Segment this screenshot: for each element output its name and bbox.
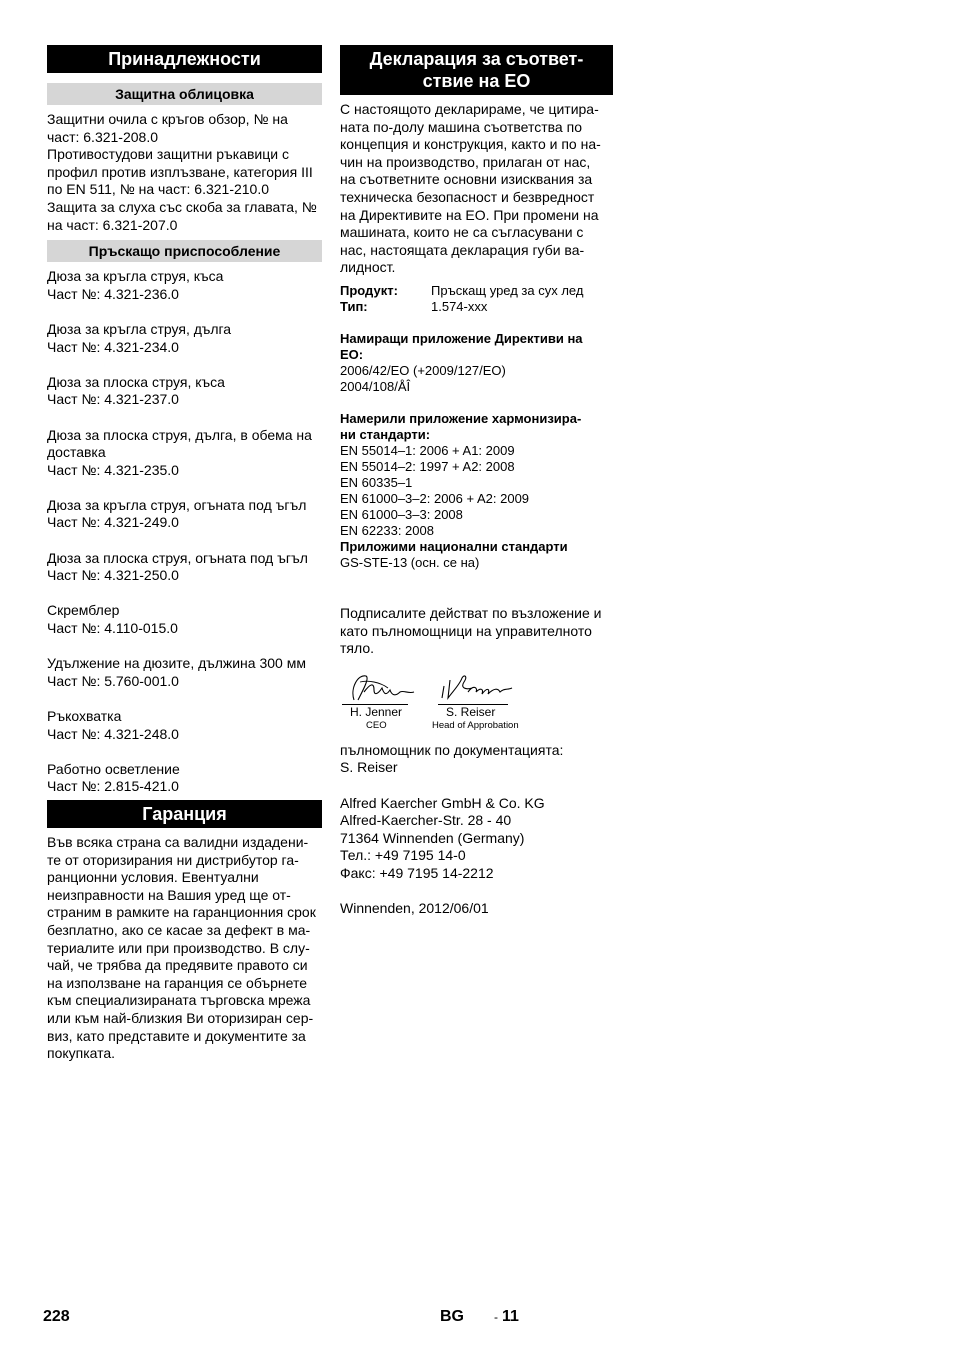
text-line: на използване на гаранция се обърнете — [47, 974, 308, 991]
left-column — [47, 45, 322, 1063]
text-line: техническа безопасност и безвредност — [340, 188, 595, 205]
item-name: Удължение на дюзите, дължина 300 мм — [47, 655, 306, 672]
item-name: Скремблер — [47, 602, 120, 619]
warranty-heading: Гаранция — [47, 800, 322, 828]
text-line: профил против изплъзване, категория III — [47, 163, 313, 180]
signers-text — [340, 605, 613, 658]
standard-item: EN 55014–1: 2006 + A1: 2009 — [340, 442, 515, 458]
list-item — [47, 655, 322, 690]
text-line: териалите или при производство. В слу- — [47, 939, 310, 956]
list-item — [47, 708, 322, 743]
text-line: Във всяка страна са валидни издадени- — [47, 833, 309, 850]
list-item — [47, 550, 322, 585]
item-name: Работно осветление — [47, 760, 180, 777]
item-name: Дюза за плоска струя, огъната под ъгъл — [47, 549, 308, 566]
text-line: ранционни условия. Евентуални — [47, 869, 259, 886]
item-part-number: Част №: 4.321-234.0 — [47, 338, 179, 355]
signer-role-jenner: CEO — [366, 719, 387, 731]
standard-item: EN 60335–1 — [340, 474, 413, 490]
standards-section — [340, 411, 613, 571]
text-line: Факс: +49 7195 14-2212 — [340, 864, 494, 881]
item-name: Дюза за кръгла струя, огъната под ъгъл — [47, 496, 307, 513]
list-item — [47, 427, 322, 480]
declaration-heading-line1: Декларация за съответ- — [369, 49, 584, 69]
standards-title: Намерили приложение хармонизира- — [340, 410, 582, 426]
right-column — [340, 45, 613, 918]
item-part-number: Част №: 2.815-421.0 — [47, 778, 179, 795]
text-line: страним в рамките на гаранционния срок — [47, 904, 316, 921]
text-line: 71364 Winnenden (Germany) — [340, 829, 525, 846]
text-line: те от оторизирания ни дистрибутор га- — [47, 851, 299, 868]
text-line: Защита за слуха със скоба за главата, № — [47, 198, 317, 215]
text-line: С настоящото декларираме, че цитира- — [340, 101, 599, 117]
accessories-heading: Принадлежности — [47, 45, 322, 73]
list-item — [47, 602, 322, 637]
standard-item: EN 61000–3–2: 2006 + A2: 2009 — [340, 490, 530, 506]
directives-title-cont: ЕО: — [340, 346, 364, 362]
item-name: Дюза за плоска струя, къса — [47, 373, 225, 390]
item-part-number: Част №: 4.321-249.0 — [47, 514, 179, 531]
standard-item: EN 61000–3–3: 2008 — [340, 506, 463, 522]
spray-device-list — [47, 268, 322, 796]
text-line: машината, които не са съгласувани с — [340, 224, 584, 241]
text-line: част: 6.321-208.0 — [47, 128, 159, 145]
item-name: Ръкохватка — [47, 708, 122, 724]
text-line: покупката. — [47, 1045, 116, 1062]
directive-item: 2006/42/ЕО (+2009/127/ЕО) — [340, 362, 506, 378]
item-part-number: Част №: 4.321-235.0 — [47, 461, 179, 478]
directives-section — [340, 331, 613, 395]
list-item — [47, 761, 322, 796]
text-line: Защитни очила с кръгов обзор, № на — [47, 111, 288, 127]
product-info — [340, 283, 613, 315]
text-line: Противостудови защитни ръкавици с — [47, 146, 289, 163]
place-date: Winnenden, 2012/06/01 — [340, 900, 489, 917]
section-page — [494, 1308, 519, 1327]
product-row — [340, 283, 613, 299]
declaration-heading-line2: ствие на ЕО — [422, 71, 531, 91]
standards-title-cont: ни стандарти: — [340, 426, 431, 442]
text-line: или към най-близкия Ви оторизиран сер- — [47, 1009, 314, 1026]
signer-name-reiser: S. Reiser — [446, 704, 496, 719]
directive-item: 2004/108/ÅÎ — [340, 378, 411, 394]
item-name-cont: доставка — [47, 444, 106, 461]
list-item — [47, 321, 322, 356]
signature-jenner-icon — [340, 670, 420, 704]
list-item — [47, 374, 322, 409]
doc-authority-label: пълномощник по документацията: — [340, 741, 564, 758]
text-line: Alfred-Kaercher-Str. 28 - 40 — [340, 812, 512, 829]
signature-reiser-icon — [438, 670, 518, 704]
language-code: BG — [440, 1308, 464, 1325]
list-item — [47, 497, 322, 532]
item-name: Дюза за кръгла струя, дълга — [47, 320, 232, 337]
text-line: чин на производство, прилаган от нас, — [340, 153, 591, 170]
list-item — [47, 268, 322, 303]
signatures — [340, 670, 613, 732]
text-line: към специализираната търговска мрежа — [47, 992, 311, 1009]
text-line: виз, като представите и документите за — [47, 1027, 306, 1044]
protective-equipment-heading: Защитна облицовка — [47, 83, 322, 105]
text-line: концепция и конструкция, както и по на- — [340, 136, 601, 153]
section-page-dash: - — [494, 1310, 498, 1324]
directives-title: Намиращи приложение Директиви на — [340, 330, 583, 346]
company-address — [340, 795, 613, 883]
type-label: Тип: — [340, 298, 368, 314]
protective-equipment-text — [47, 111, 322, 234]
product-label: Продукт: — [340, 282, 398, 298]
item-part-number: Част №: 4.321-248.0 — [47, 725, 179, 742]
declaration-intro — [340, 101, 613, 277]
item-name: Дюза за кръгла струя, къса — [47, 268, 224, 285]
item-part-number: Част №: 5.760-001.0 — [47, 672, 179, 689]
text-line: по EN 511, № на част: 6.321-210.0 — [47, 181, 270, 198]
national-standard-item: GS-STE-13 (осн. се на) — [340, 554, 480, 570]
signer-name-jenner: H. Jenner — [350, 704, 403, 719]
text-line: Подписалите действат по възложение и — [340, 604, 602, 621]
page-number: 228 — [43, 1308, 70, 1325]
item-part-number: Част №: 4.110-015.0 — [47, 620, 178, 637]
text-line: на съответните основни изисквания за — [340, 171, 593, 188]
item-part-number: Част №: 4.321-237.0 — [47, 391, 179, 408]
national-standards-title: Приложими национални стандарти — [340, 538, 568, 554]
text-line: като пълномощници на управителното — [340, 622, 592, 639]
text-line: ната по-долу машина съответства по — [340, 118, 582, 135]
text-line: нас, настоящата декларация губи ва- — [340, 241, 585, 258]
section-page-number: 11 — [502, 1308, 519, 1325]
item-part-number: Част №: 4.321-250.0 — [47, 567, 179, 584]
type-row — [340, 299, 613, 315]
standard-item: EN 62233: 2008 — [340, 522, 434, 538]
spray-device-heading: Пръскащо приспособление — [47, 240, 322, 262]
text-line: Alfred Kaercher GmbH & Co. KG — [340, 794, 545, 811]
text-line: безплатно, ако се касае за дефект в ма- — [47, 921, 311, 938]
text-line: тяло. — [340, 640, 374, 657]
text-line: неизправности на Вашия уред ще от- — [47, 886, 291, 903]
text-line: на Директивите на ЕО. При промени на — [340, 206, 599, 223]
standard-item: EN 55014–2: 1997 + A2: 2008 — [340, 458, 515, 474]
text-line: на част: 6.321-207.0 — [47, 216, 178, 233]
item-part-number: Част №: 4.321-236.0 — [47, 285, 179, 302]
signer-role-reiser: Head of Approbation — [432, 719, 519, 731]
warranty-text — [47, 834, 322, 1063]
item-name: Дюза за плоска струя, дълга, в обема на — [47, 426, 312, 443]
documentation-authority — [340, 742, 613, 777]
text-line: лидност. — [340, 259, 396, 276]
type-value: 1.574-xxx — [431, 298, 488, 314]
declaration-heading — [340, 45, 613, 95]
signature-reiser — [432, 670, 532, 731]
signature-jenner — [340, 670, 420, 731]
doc-authority-name: S. Reiser — [340, 759, 398, 776]
product-value: Пръскащ уред за сух лед — [431, 282, 584, 298]
text-line: Тел.: +49 7195 14-0 — [340, 847, 466, 864]
text-line: чай, че трябва да предявите правото си — [47, 957, 308, 974]
